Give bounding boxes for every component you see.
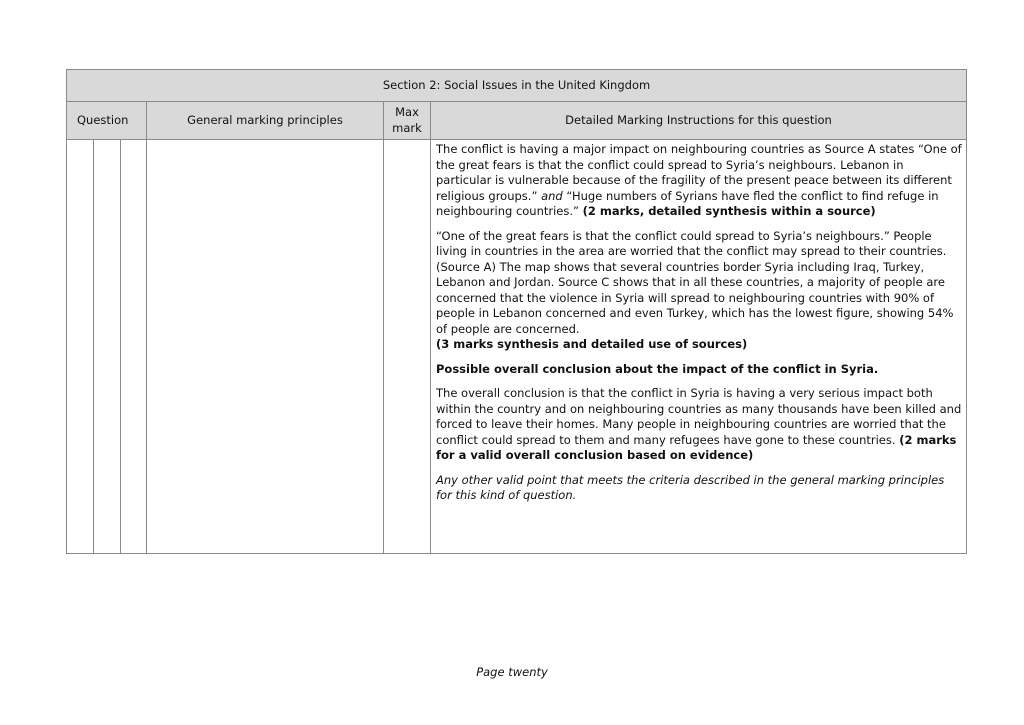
page-footer: Page twenty xyxy=(476,665,548,679)
p1-text: The conflict is having a major impact on neighbouring countries as Source A states “One of the great fears is that the conflict could spread to Syria’s neighbours. Lebanon in particular is vulnerable because of the fragility of the present peace between its different religious groups.” xyxy=(436,142,962,203)
question-header: Question xyxy=(67,102,147,140)
marking-table xyxy=(66,69,967,554)
p1-marks: (2 marks, detailed synthesis within a source) xyxy=(582,204,876,218)
p2-text: “One of the great fears is that the conflict could spread to Syria’s neighbours.” People living in countries in the area are worried that the conflict may spread to their countries. (Source A) The map shows that several countries border Syria including Iraq, Turkey, Lebanon and Jordan. Source C shows that in all these countries, a majority of people are concerned that the violence in Syria will spread to neighbouring countries with 90% of people in Lebanon concerned and even Turkey, which has the lowest figure, showing 54% of people are concerned. xyxy=(436,228,954,336)
max-mark-line2: mark xyxy=(392,120,422,135)
max-mark-header xyxy=(384,102,431,140)
question-cell-c xyxy=(121,140,147,554)
section-title: Section 2: Social Issues in the United Kingdom xyxy=(67,70,967,102)
detail-paragraph-3: Possible overall conclusion about the impact of the conflict in Syria. xyxy=(436,361,879,376)
detail-paragraph-2 xyxy=(436,229,962,353)
detailed-instructions-cell xyxy=(431,140,967,554)
p1-and: and xyxy=(541,188,563,203)
general-principles-header: General marking principles xyxy=(147,102,384,140)
p1-text2: “Huge numbers of Syrians have fled the conflict to find refuge in neighbouring countries.” xyxy=(436,188,939,218)
detailed-instructions-header: Detailed Marking Instructions for this question xyxy=(431,102,967,140)
general-principles-cell xyxy=(147,140,384,554)
p4-text: The overall conclusion is that the conflict in Syria is having a very serious impact both within the country and on neighbouring countries as many thousands have been killed and forced to leave their homes. Many people in neighbouring countries are worried that the conflict could spread to them and many refugees have gone to these countries. xyxy=(436,386,962,447)
question-cell-a xyxy=(67,140,94,554)
detail-paragraph-5: Any other valid point that meets the criteria described in the general marking principles for this kind of question. xyxy=(436,472,945,502)
p2-marks: (3 marks synthesis and detailed use of sources) xyxy=(436,337,748,351)
p4-marks: (2 marks for a valid overall conclusion based on evidence) xyxy=(436,432,957,462)
detail-paragraph-4 xyxy=(436,386,962,464)
max-mark-line1: Max xyxy=(395,105,419,119)
max-mark-cell xyxy=(384,140,431,554)
detail-paragraph-1 xyxy=(436,142,962,220)
question-cell-b xyxy=(94,140,121,554)
